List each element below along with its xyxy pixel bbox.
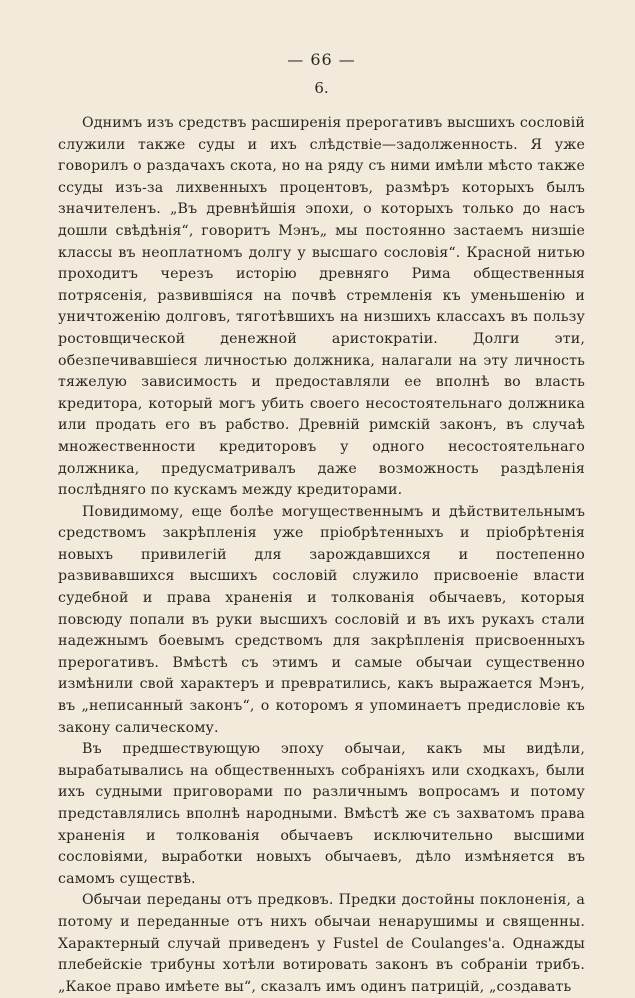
paragraph: Повидимому, еще болѣе могущественнымъ и дѣйствительнымъ средствомъ закрѣпленія уже пріобрѣтенныхъ и пріобрѣтенія новыхъ привилегій для зарождавшихся и постепенно развивавшихся высшихъ сословій служило присвоеніе власти судебной и права храненія и толкованія обычаевъ, которыя повсюду попали въ руки высшихъ сословій и въ ихъ рукахъ стали надежнымъ боевымъ средствомъ для закрѣпленія присвоенныхъ прерогативъ. Вмѣстѣ съ этимъ и самые обычаи существенно измѣнили свой характеръ и превратились, какъ выражается Мэнъ, въ „неписанный законъ“, о которомъ я упоминаетъ предисловіе къ закону салическому. bbox=[58, 503, 585, 736]
page-number: — 66 — bbox=[287, 50, 356, 69]
section-number: 6. bbox=[314, 79, 329, 97]
paragraph: Въ предшествующую эпоху обычаи, какъ мы видѣли, вырабатывались на общественныхъ собраніяхъ или сходкахъ, были ихъ судными приговорами по различнымъ вопросамъ и потому представлялись вполнѣ народными. Вмѣстѣ же съ захватомъ права храненія и толкованія обычаевъ исключительно высшими сословіями, выработки новыхъ обычаевъ, дѣло измѣняется въ самомъ существѣ. bbox=[58, 741, 585, 887]
paragraph: Однимъ изъ средствъ расширенія прерогативъ высшихъ сословій служили также суды и ихъ слѣдствіе—задолженность. Я уже говорилъ о раздачахъ скота, но на ряду съ ними имѣли мѣсто также ссуды изъ-за лихвенныхъ процентовъ, размѣръ которыхъ былъ значителенъ. „Въ древнѣйшія эпохи, о которыхъ только до насъ дошли свѣдѣнія“, говоритъ Мэнъ„ мы постоянно застаемъ низшіе классы въ неоплатномъ долгу у высшаго сословія“. Красной нитью проходитъ черезъ исторію древняго Рима общественныя потрясенія, развившіяся на почвѣ стремленія къ уменьшенію и уничтоженію долговъ, тяготѣвшихъ на низшихъ классахъ въ пользу ростовщической денежной аристократіи. Долги эти, обезпечивавшіеся личностью должника, налагали на эту личность тяжелую зависимость и предоставляли ее вполнѣ во власть кредитора, который могъ убить своего несостоятельнаго должника или продать его въ рабство. Древній римскій законъ, въ случаѣ множественности кредиторовъ у одного несостоятельнаго должника, предусматривалъ даже возможность раздѣленія послѣдняго по кускамъ между кредиторами. bbox=[58, 115, 585, 499]
body-text bbox=[58, 113, 585, 998]
paragraph: Обычаи переданы отъ предковъ. Предки достойны поклоненія, а потому и переданные отъ нихъ обычаи ненарушимы и священны. Характерный случай приведенъ у Fustel de Coulanges'a. Однажды плебейскіе трибуны хотѣли вотировать законъ въ собраніи трибъ. „Какое право имѣете вы“, сказалъ имъ одинъ патрицій, „создавать bbox=[58, 892, 585, 995]
